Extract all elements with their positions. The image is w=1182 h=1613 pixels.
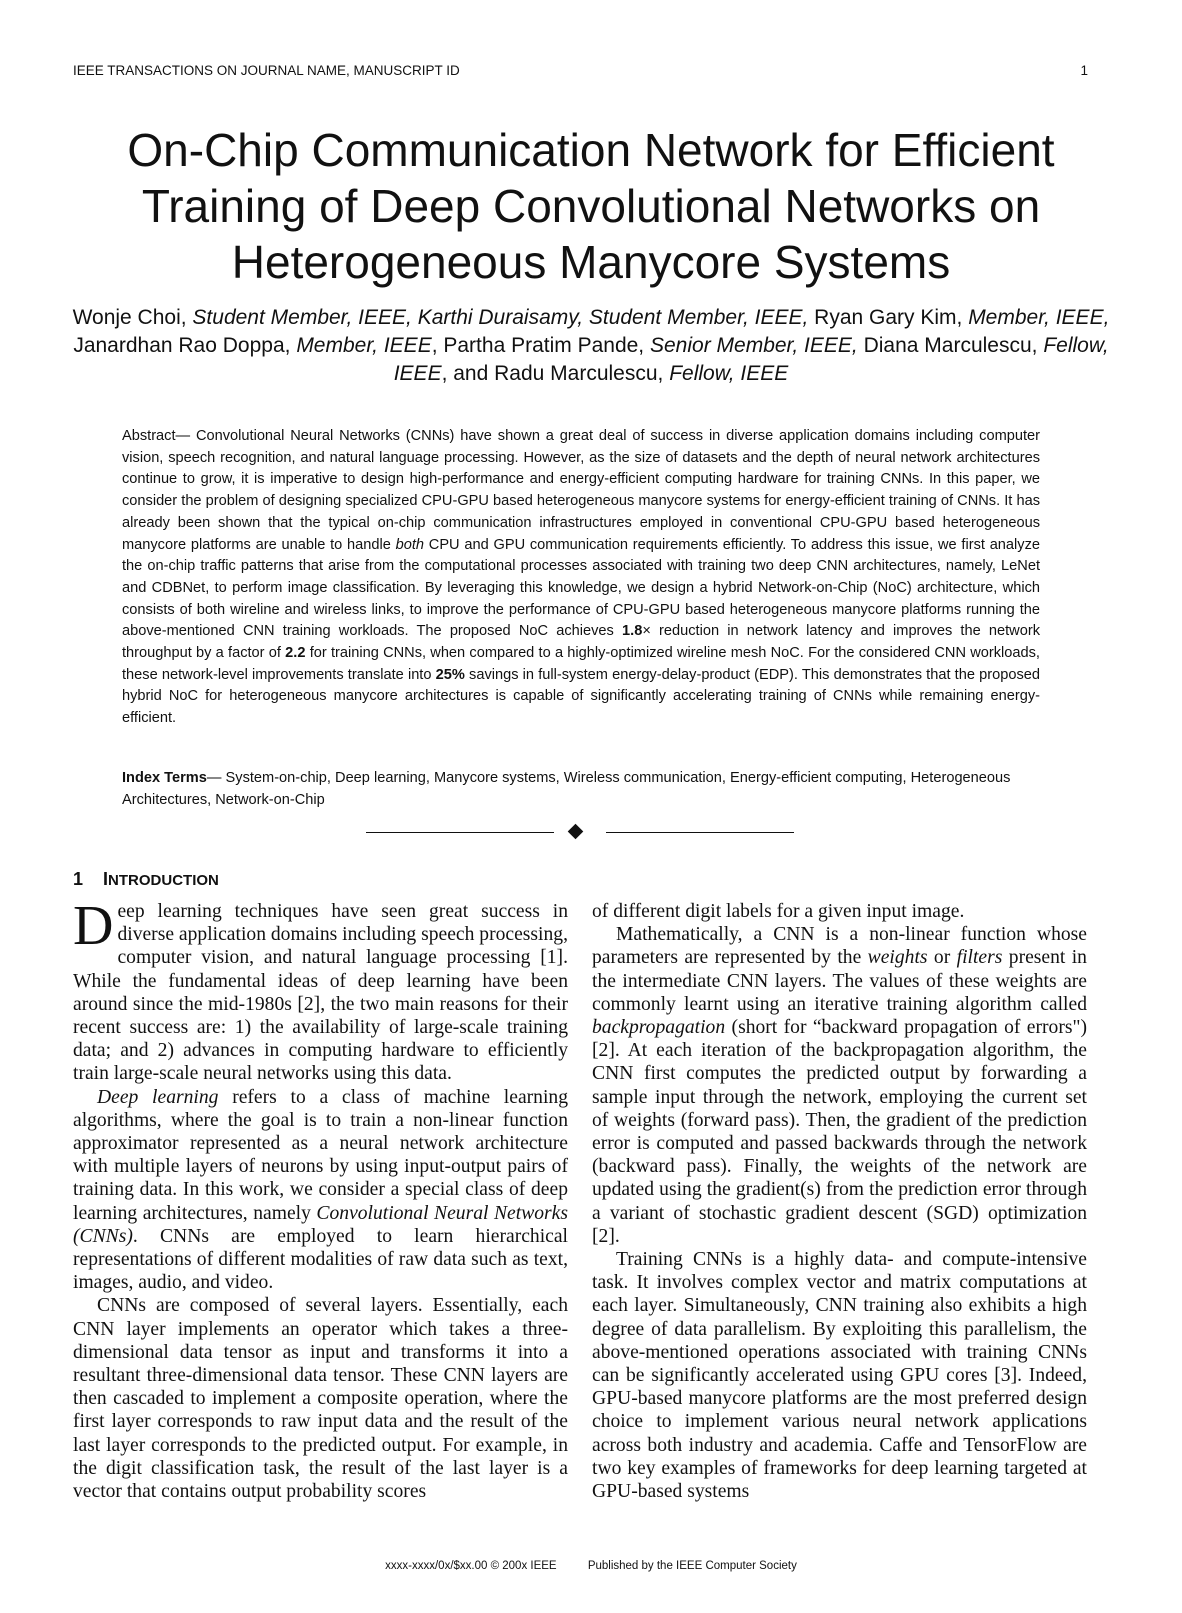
text-segment: . CNNs are employed to learn hierarchical representations of different modalities of raw data such as text, images, audio, and video. (73, 1225, 568, 1294)
text-segment: Diana Marculescu, (857, 334, 1044, 357)
paper-title: On-Chip Communication Network for Efficient Training of Deep Convolutional Networks on Heterogeneous Manycore Systems (127, 124, 1055, 288)
section-title-initial: I (103, 869, 109, 889)
text-segment: Ryan Gary Kim, (808, 306, 969, 329)
text-segment: for training CNNs, when compared to a highly-optimized wireline mesh NoC. For the considered CNN workloads, these network-level improvements translate into (122, 645, 1040, 683)
text-segment: Wonje Choi, (72, 306, 193, 329)
text-segment: savings in full-system energy-delay-product (EDP). This demonstrates that the proposed hybrid NoC for heterogeneous manycore architectures is capable of significantly accelerating training of CNNs while remaining energy-efficient. (122, 666, 1040, 727)
paragraph (73, 895, 568, 1086)
text-segment: , and Radu Marculescu, (441, 362, 670, 385)
author-list (70, 304, 1112, 388)
text-segment: Fellow, IEEE (669, 362, 789, 385)
publisher-notice: Published by the IEEE Computer Society (587, 1560, 797, 1572)
separator-line (606, 832, 794, 833)
text-segment: Member, IEEE (296, 334, 432, 357)
paragraph (592, 900, 1087, 923)
section-title-rest: NTRODUCTION (108, 872, 219, 889)
text-segment: Member, IEEE, (968, 306, 1110, 329)
text-segment: or (927, 947, 957, 969)
diamond-icon (568, 824, 584, 840)
text-segment: (short for “backward propagation of errors") [2]. At each iteration of the backpropagation algorithm, the CNN first computes the predicted output by forwarding a sample input through the network, employing the current set of weights (forward pass). Then, the gradient of the prediction error is computed and passed backwards through the network (backward pass). Finally, the weights of the network are updated using the gradient(s) from the prediction error through a variant of stochastic gradient descent (SGD) optimization [2]. (592, 1017, 1087, 1247)
text-segment: Fellow, IEEE (393, 334, 1109, 385)
left-column (73, 895, 569, 1503)
text-segment: Index Terms (122, 770, 207, 786)
page-number: 1 (1080, 63, 1088, 78)
copyright-notice: xxxx-xxxx/0x/$xx.00 © 200x IEEE (385, 1560, 557, 1572)
text-segment: both (395, 536, 425, 553)
section-separator (366, 823, 798, 843)
text-segment: present in the intermediate CNN layers. The values of these weights are commonly learnt using an iterative training algorithm called (592, 947, 1087, 1015)
right-column (592, 900, 1087, 1503)
text-segment: eep learning techniques have seen great success in diverse application domains including speech processing, computer vision, and natural language processing [1]. While the fundamental ideas of deep learning have been around since the mid-1980s [2], the two main reasons for their recent success are: 1) the availability of large-scale training data; and 2) advances in computing hardware to efficiently train large-scale neural networks using this data. (73, 901, 568, 1085)
separator-line (366, 832, 554, 833)
text-segment: weights (867, 947, 928, 969)
text-segment: × reduction in network latency and improves the network throughput by a factor of (122, 623, 1040, 662)
text-segment: , Partha Pratim Pande, (431, 334, 650, 357)
text-segment: refers to a class of machine learning algorithms, where the goal is to train a non-linear function approximator represented as a neural network architecture with multiple layers of neurons by using input-output pairs of training data. In this work, we consider a special class of deep learning architectures, namely (73, 1086, 569, 1224)
text-segment: CPU and GPU communication requirements efficiently. To address this issue, we first analyze the on-chip traffic patterns that arise from the computational processes associated with training two deep CNN architectures, namely, LeNet and CDBNet, to perform image classification. By leveraging this knowledge, we design a hybrid Network-on-Chip (NoC) architecture, which consists of both wireline and wireless links, to improve the performance of CPU-GPU based heterogeneous manycore platforms running the above-mentioned CNN training workloads. The proposed NoC achieves (122, 536, 1040, 640)
text-segment: Janardhan Rao Doppa, (73, 334, 297, 357)
text-segment: — System-on-chip, Deep learning, Manycore systems, Wireless communication, Energy-efficient computing, Heterogeneous Architectures, Network-on-Chip (122, 770, 1011, 808)
text-segment: 25% (435, 666, 465, 683)
text-segment: Convolutional Neural Networks (CNNs) (73, 1202, 569, 1247)
running-header: IEEE TRANSACTIONS ON JOURNAL NAME, MANUSCRIPT ID (73, 63, 460, 78)
index-terms (122, 768, 1040, 811)
text-segment: 2.2 (285, 645, 306, 662)
text-segment: CNNs are composed of several layers. Essentially, each CNN layer implements an operator which takes a three-dimensional data tensor as input and transforms it into a resultant three-dimensional data tensor. These CNN layers are then cascaded to implement a composite operation, where the first layer corresponds to raw input data and the result of the last layer corresponds to the predicted output. For example, in the digit classification task, the result of the last layer is a vector that contains output probability scores (73, 1295, 568, 1503)
drop-cap: D (73, 895, 114, 957)
paragraph (73, 1294, 568, 1503)
text-segment: Training CNNs is a highly data- and compute-intensive task. It involves complex vector and matrix computations at each layer. Simultaneously, CNN training also exhibits a high degree of data parallelism. By exploiting this parallelism, the above-mentioned operations associated with training CNNs can be significantly accelerated using GPU cores [3]. Indeed, GPU-based manycore platforms are the most preferred design choice to implement various neural network applications across both industry and academia. Caffe and TensorFlow are two key examples of frameworks for deep learning targeted at GPU-based systems (592, 1249, 1087, 1503)
paragraph (592, 1248, 1087, 1503)
text-segment: of different digit labels for a given input image. (592, 901, 965, 922)
text-segment: 1.8 (622, 623, 643, 640)
text-segment: Deep learning (97, 1086, 219, 1108)
paragraph (73, 1086, 568, 1295)
section-number: 1 (73, 869, 84, 889)
text-segment: filters (956, 947, 1003, 969)
page-footer (0, 1560, 1182, 1572)
text-segment: Abstract— Convolutional Neural Networks (CNNs) have shown a great deal of success in diverse application domains including computer vision, speech recognition, and natural language processing. However, as the size of datasets and the depth of neural network architectures continue to grow, it is imperative to design high-performance and energy-efficient computing hardware for training CNNs. In this paper, we consider the problem of designing specialized CPU-GPU based heterogeneous manycore systems for energy-efficient training of CNNs. It has already been shown that the typical on-chip communication infrastructures employed in conventional CPU-GPU based heterogeneous manycore platforms are unable to handle (122, 428, 1040, 553)
text-segment: Senior Member, IEEE, (649, 334, 858, 357)
paragraph (592, 923, 1087, 1248)
section-heading (73, 869, 219, 890)
text-segment: Student Member, IEEE, Karthi Duraisamy, Student Member, IEEE, (192, 306, 809, 329)
text-segment: Mathematically, a CNN is a non-linear function whose parameters are represented by the (592, 924, 1087, 969)
abstract (122, 426, 1040, 730)
text-segment: backpropagation (592, 1017, 726, 1039)
